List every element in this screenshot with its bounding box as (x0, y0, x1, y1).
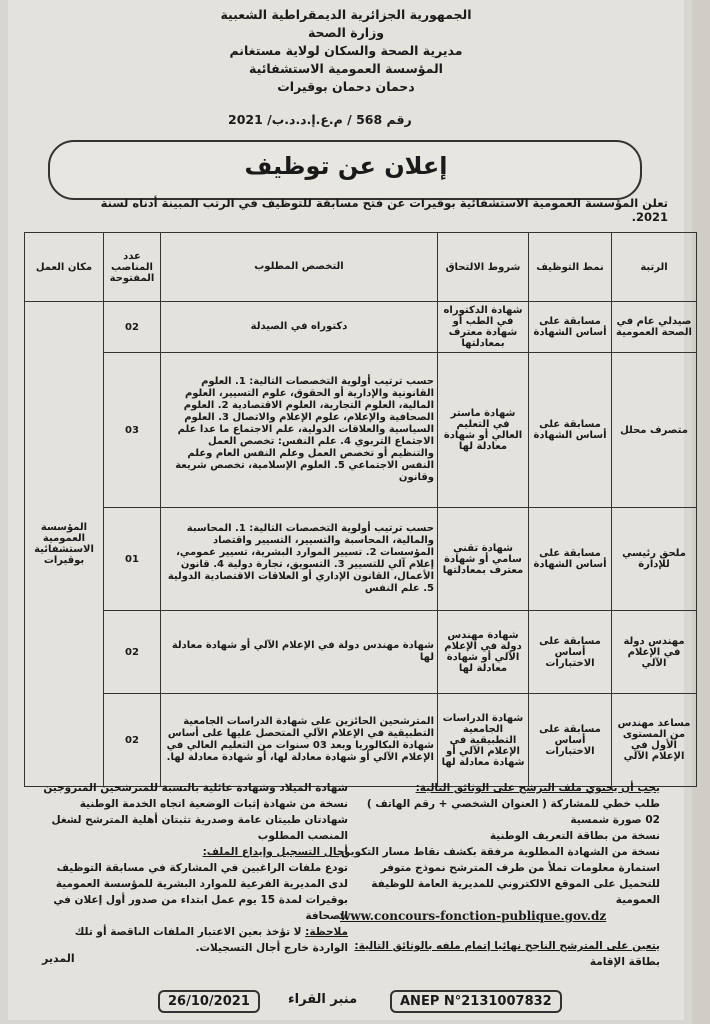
cell-conditions: شهادة تقني سامي أو شهادة معترف بمعادلتها (438, 508, 529, 611)
page-title: إعلان عن توظيف (244, 152, 448, 180)
header-specialty: التخصص المطلوب (161, 233, 438, 302)
table-row (25, 302, 697, 353)
cell-grade: متصرف محلل (612, 353, 697, 508)
table-row (25, 694, 697, 787)
reference-number: رقم 568 / م.ع.إ.د.د.ب/ 2021 (228, 112, 412, 127)
header (8, 6, 684, 96)
cell-mode: مسابقة على أساس الاختبارات (529, 611, 612, 694)
cell-positions: 01 (104, 508, 161, 611)
cell-positions: 02 (104, 694, 161, 787)
header-line-5: دحمان دحمان بوقيرات (277, 79, 415, 94)
table-row (25, 611, 697, 694)
header-line-4: المؤسسة العمومية الاستشفائية (249, 61, 443, 76)
cell-specialty: شهادة مهندس دولة في الإعلام الآلي أو شهادة معادلة لها (161, 611, 438, 694)
cell-mode: مسابقة على أساس الشهادة (529, 302, 612, 353)
final-documents-title: يتعين على المترشح الناجح نهائيا إتمام ملفه بالوثائق التالية: (354, 940, 660, 952)
header-line-3: مديرية الصحة والسكان لولاية مستغانم (229, 43, 463, 58)
intro-text: تعلن المؤسسة العمومية الاستشفائية بوقيرات عن فتح مسابقة للتوظيف في الرتب المبينة أدناه لسنة 2021. (100, 196, 668, 224)
cell-conditions: شهادة الدراسات الجامعية التطبيقية في الإعلام الآلي أو شهادة معادلة لها (438, 694, 529, 787)
left-item: شهادة الميلاد وشهادة عائلية بالنسبة للمترشحين المتزوجين (43, 782, 348, 794)
footer-newspaper: منبر القراء (280, 990, 365, 1009)
cell-conditions: شهادة مهندس دولة في الإعلام الآلي أو شهادة معادلة لها (438, 611, 529, 694)
cell-specialty: حسب ترتيب أولوية التخصصات التالية: 1. العلوم القانونية والإدارية أو الحقوق، علوم التسيير، العلوم المالية، العلوم التجارية، العلوم الاقتصادية 2. العلوم الصحافية والإعلام، علوم الإعلام والاتصال 3. العلوم السياسية والعلاقات الدولية، علم الاجتماع ما عدا علم الاجتماع التربوي 4. علم النفس: تخصص العمل والتنظيم أو تخصص العمل وعلم النفس العام وعلم النفس الاجتماعي 5. العلوم الإسلامية، تخصص شريعة وقانون (161, 353, 438, 508)
footer-date: 26/10/2021 (158, 990, 260, 1013)
footer-anep: ANEP N°2131007832 (390, 990, 562, 1013)
cell-mode: مسابقة على أساس الاختبارات (529, 694, 612, 787)
note-label: ملاحظة: (305, 926, 348, 938)
conditions-column (38, 780, 348, 956)
cell-conditions: شهادة ماستر في التعليم العالي أو شهادة معادلة لها (438, 353, 529, 508)
header-place: مكان العمل (25, 233, 104, 302)
cell-positions: 03 (104, 353, 161, 508)
header-line-1: الجمهورية الجزائرية الديمقراطية الشعبية (220, 7, 472, 22)
document-item: نسخة من الشهادة المطلوبة مرفقة بكشف نقاط مسار التكوين (341, 846, 660, 858)
documents-column (340, 780, 660, 970)
deadline-text: تودع ملفات الراغبين في المشاركة في مسابقة التوظيف لدى المديرية الفرعية للموارد البشرية للمؤسسة العمومية بوقيرات لمدة 15 يوم عمل ابتداء من صدور أول إعلان في الصحافة (53, 862, 348, 922)
header-grade: الرتبة (612, 233, 697, 302)
table-row (25, 508, 697, 611)
cell-positions: 02 (104, 302, 161, 353)
cell-specialty: المترشحين الحائزين على شهادة الدراسات الجامعية التطبيقية في الإعلام الآلي المتحصل عليها على أساس شهادة البكالوريا وبعد 03 سنوات من التعليم العالي في الإعلام الآلي أو شهادة معادلة لها، أو شهادة معادلة لها. (161, 694, 438, 787)
cell-place: المؤسسة العمومية الاستشفائية بوقيرات (25, 302, 104, 787)
cell-mode: مسابقة على أساس الشهادة (529, 353, 612, 508)
header-mode: نمط التوظيف (529, 233, 612, 302)
footer (8, 990, 684, 1020)
header-positions: عدد المناصب المفتوحة (104, 233, 161, 302)
announcement-page (8, 0, 692, 1020)
positions-table (24, 232, 697, 787)
header-conditions: شروط الالتحاق (438, 233, 529, 302)
table-row (25, 353, 697, 508)
cell-grade: مهندس دولة في الإعلام الآلي (612, 611, 697, 694)
cell-grade: صيدلي عام في الصحة العمومية (612, 302, 697, 353)
document-item: استمارة معلومات تملأ من طرف المترشح نموذج متوفر للتحميل على الموقع الالكتروني للمديرية العامة للوظيفة العمومية (371, 862, 660, 906)
document-item: 02 صورة شمسية (570, 814, 660, 826)
cell-specialty: حسب ترتيب أولوية التخصصات التالية: 1. المحاسبة والمالية، المحاسبة والتسيير، التسيير واقتصاد المؤسسات 2. تسيير الموارد البشرية، تسيير عمومي، إعلام آلي للتسيير 3. التسويق، تجارة دولية 4. قانون الأعمال، القانون الإداري أو العلاقات الاقتصادية الدولية 5. علم النفس (161, 508, 438, 611)
deadline-title: أجال التسجيل وإيداع الملف: (202, 846, 348, 858)
left-item: نسخة من شهادة إثبات الوضعية اتجاه الخدمة الوطنية (79, 798, 348, 810)
final-document-item: بطاقة الإقامة (589, 956, 660, 968)
cell-grade: مساعد مهندس من المستوى الأول في الإعلام الآلي (612, 694, 697, 787)
header-line-2: وزارة الصحة (307, 25, 385, 40)
cell-mode: مسابقة على أساس الشهادة (529, 508, 612, 611)
website-link[interactable]: www.concours-fonction-publique.gov.dz (340, 909, 607, 923)
cell-specialty: دكتوراه في الصيدلة (161, 302, 438, 353)
signature: المدير (42, 952, 75, 965)
documents-title: يجب أن يحتوي ملف الترشح على الوثائق التالية: (415, 782, 660, 794)
cell-grade: ملحق رئيسي للإدارة (612, 508, 697, 611)
table-header-row (25, 233, 697, 302)
cell-conditions: شهادة الدكتوراه في الطب أو شهادة معترف بمعادلتها (438, 302, 529, 353)
left-item: شهادتان طبيتان عامة وصدرية تثبتان أهلية المترشح لشغل المنصب المطلوب (51, 814, 348, 842)
document-item: نسخة من بطاقة التعريف الوطنية (489, 830, 660, 842)
note-text: لا تؤخذ بعين الاعتبار الملفات الناقصة أو تلك الواردة خارج أجال التسجيلات. (74, 926, 348, 954)
document-item: طلب خطي للمشاركة ( العنوان الشخصي + رقم الهاتف ) (366, 798, 660, 810)
cell-positions: 02 (104, 611, 161, 694)
